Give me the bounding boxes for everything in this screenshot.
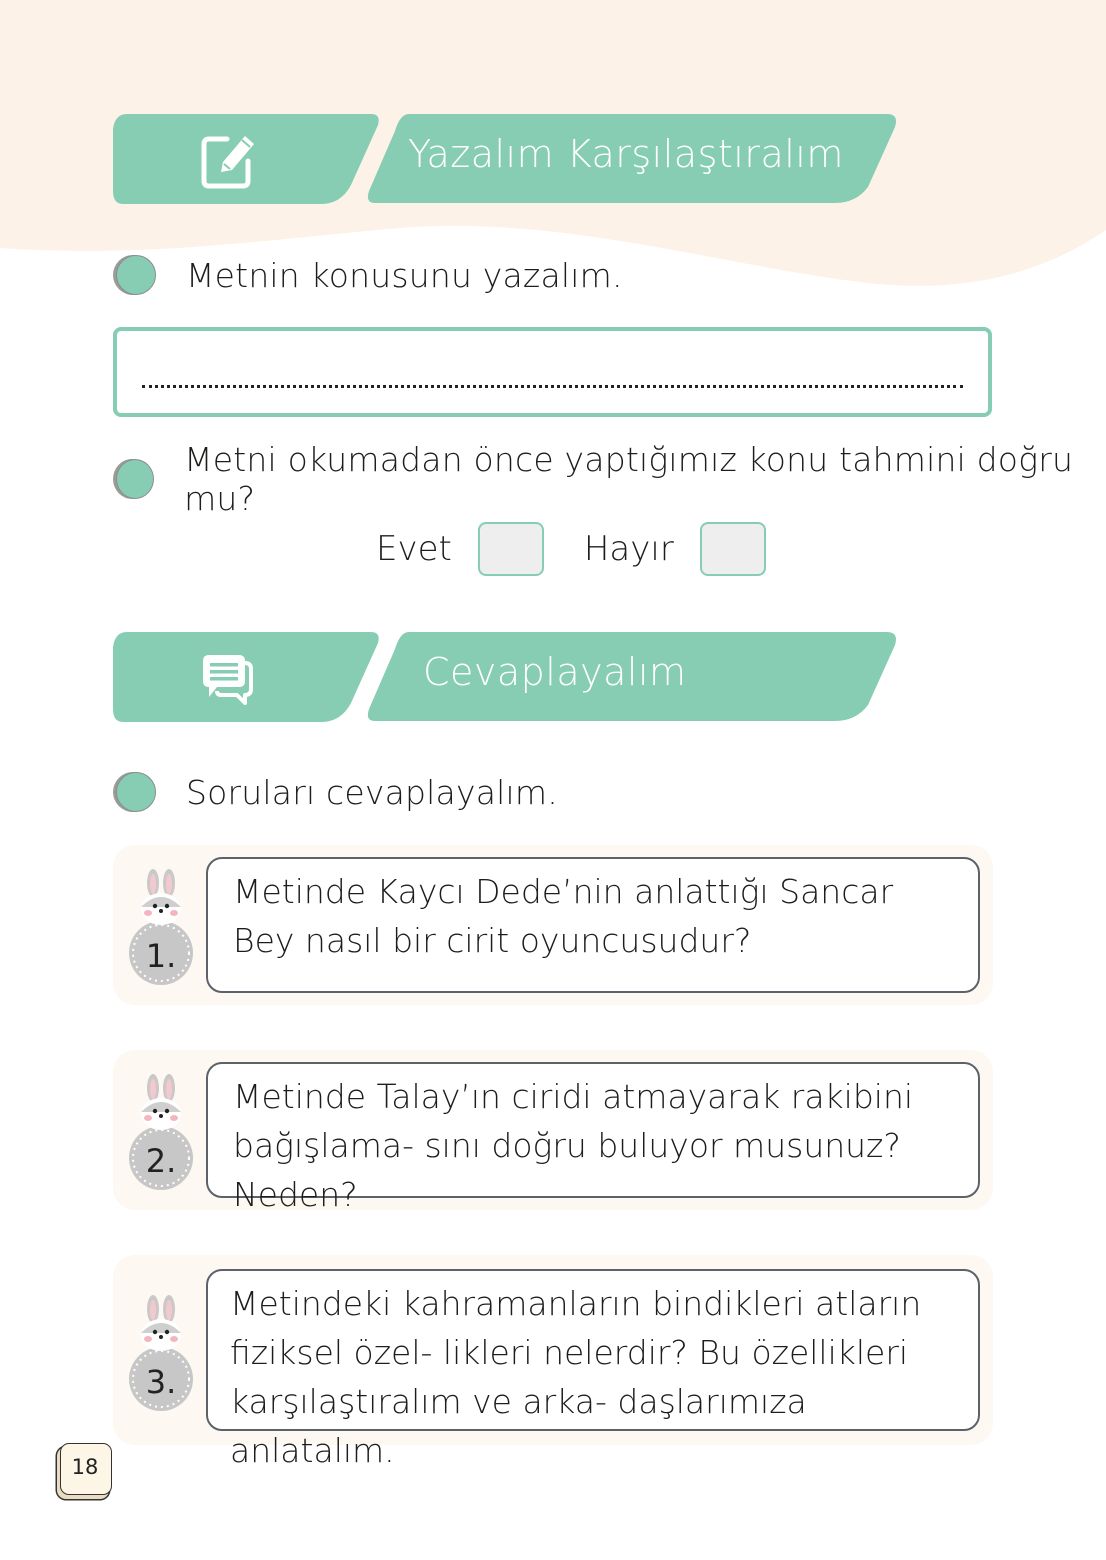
section-title: Cevaplayalım — [423, 650, 687, 694]
question-text: Metinde Talay’ın ciridi atmayarak rakibini bağışlama- sını doğru buluyor musunuz? Neden? — [233, 1077, 914, 1214]
instruction-text: Metnin konusunu yazalım. — [186, 255, 623, 295]
section-title: Yazalım Karşılaştıralım — [408, 132, 844, 176]
question-card — [113, 845, 993, 1005]
question-text-box — [206, 1269, 980, 1470]
instruction-text: Soruları cevaplayalım. — [186, 772, 558, 812]
instruction-text: Metni okumadan önce yaptığımız konu tahmini doğru mu? — [184, 440, 1074, 518]
checkbox-evet[interactable] — [478, 522, 544, 576]
bunny-number-badge-icon — [127, 1074, 195, 1192]
svg-text:2.: 2. — [145, 1142, 177, 1180]
answer-writing-box[interactable] — [113, 327, 992, 417]
bunny-number-badge-icon — [127, 869, 195, 987]
question-text: Metindeki kahramanların bindikleri atların fiziksel özel- likleri nelerdir? Bu özellikleri karşılaştıralım ve arka- daşlarımıza anlatalım. — [230, 1284, 922, 1470]
question-card — [113, 1050, 993, 1214]
yes-no-choices — [376, 522, 766, 576]
question-card — [113, 1255, 993, 1470]
bullet-icon — [116, 255, 156, 295]
checkbox-hayir[interactable] — [700, 522, 766, 576]
dotted-answer-line[interactable] — [142, 385, 963, 388]
question-text-box — [206, 1062, 980, 1214]
instruction-item — [113, 255, 623, 295]
bunny-number-badge-icon — [127, 1295, 195, 1413]
section-banner-yazalim — [113, 113, 898, 205]
pencil-edit-icon — [201, 131, 259, 189]
instruction-item — [113, 772, 558, 812]
page-number-badge — [57, 1443, 113, 1501]
svg-text:3.: 3. — [145, 1363, 177, 1401]
bullet-icon — [116, 772, 156, 812]
question-text-box — [206, 857, 980, 993]
bullet-icon — [116, 459, 154, 499]
svg-text:1.: 1. — [145, 937, 177, 975]
question-text: Metinde Kaycı Dede’nin anlattığı Sancar Bey nasıl bir cirit oyuncusudur? — [233, 872, 894, 960]
chat-bubbles-icon — [201, 651, 259, 709]
section-banner-cevaplayalim — [113, 631, 898, 723]
choice-label-evet: Evet — [376, 529, 452, 569]
choice-label-hayir: Hayır — [583, 529, 674, 569]
instruction-item — [113, 440, 1106, 518]
page-number: 18 — [71, 1455, 99, 1479]
